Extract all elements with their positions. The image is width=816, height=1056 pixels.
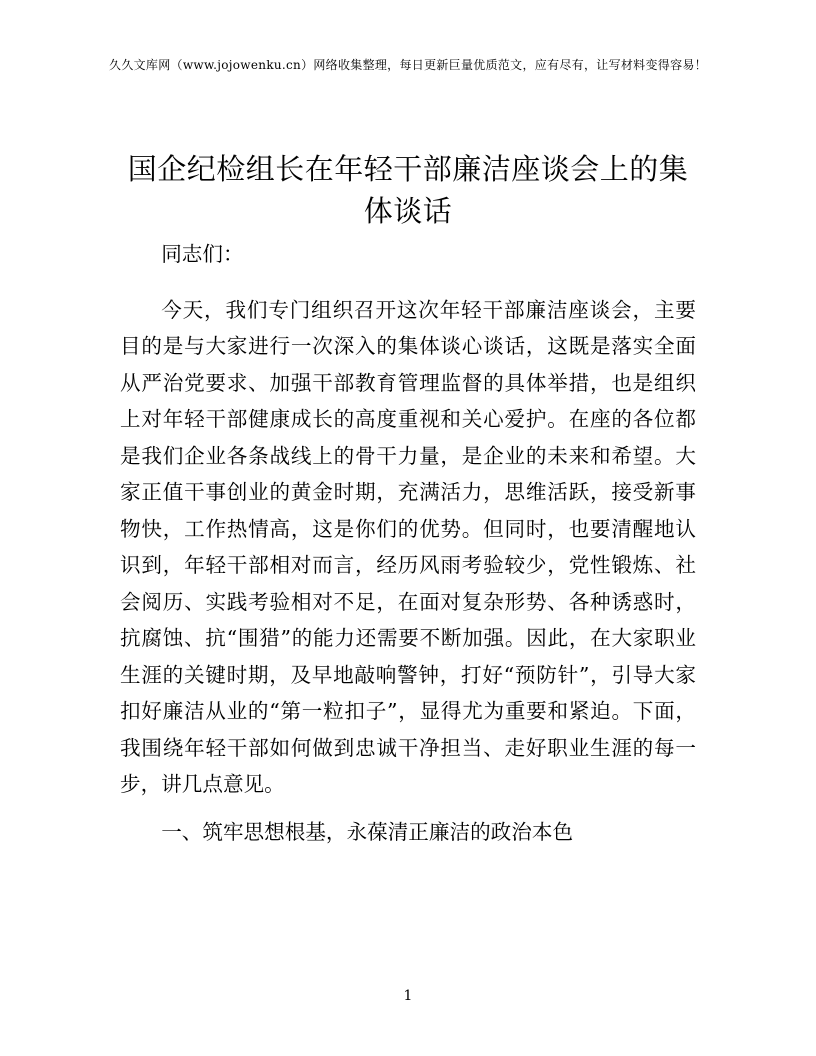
page-number: 1: [403, 988, 413, 1004]
salutation: 同志们：: [161, 242, 244, 266]
section-heading: 一、筑牢思想根基，永葆清正廉洁的政治本色: [161, 819, 574, 844]
body-paragraph: 今天，我们专门组织召开这次年轻干部廉洁座谈会，主要目的是与大家进行一次深入的集体谈心谈话，这既是落实全面从严治党要求、加强干部教育管理监督的具体举措，也是组织上对年轻干部健康成长的高度重视和关心爱护。在座的各位都是我们企业各条战线上的骨干力量，是企业的未来和希望。大家正值干事创业的黄金时期，充满活力，思维活跃，接受新事物快，工作热情高，这是你们的优势。但同时，也要清醒地认识到，年轻干部相对而言，经历风雨考验较少，党性锻炼、社会阅历、实践考验相对不足，在面对复杂形势、各种诱惑时，抗腐蚀、抗“围猎”的能力还需要不断加强。因此，在大家职业生涯的关键时期，及早地敲响警钟，打好“预防针”，引导大家扣好廉洁从业的“第一粒扣子”，显得尤为重要和紧迫。下面，我围绕年轻干部如何做到忠诚干净担当、走好职业生涯的每一步，讲几点意见。: [120, 297, 696, 796]
document-title: 国企纪检组长在年轻干部廉洁座谈会上的集体谈话: [127, 152, 689, 228]
page-header-banner: 久久文库网（www.jojowenku.cn）网络收集整理，每日更新巨量优质范文，应有尽有，让写材料变得容易！: [109, 58, 707, 72]
document-body: [120, 236, 696, 861]
